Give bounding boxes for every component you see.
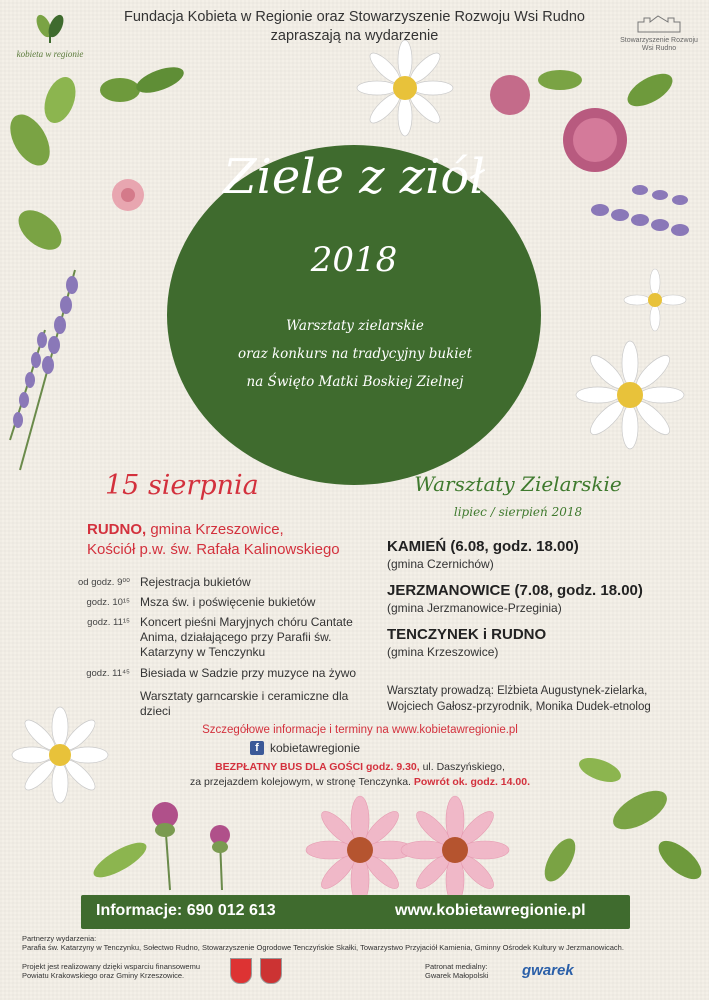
website-link[interactable]: www.kobietawregionie.pl — [395, 902, 586, 919]
leaves-top-left — [2, 62, 187, 258]
lavender-right — [591, 185, 689, 236]
daisy-right — [576, 341, 684, 449]
echinacea-bottom — [306, 796, 509, 904]
powiat-crest-icon — [230, 958, 252, 984]
schedule-desc: Msza św. i poświęcenie bukietów — [140, 595, 316, 609]
thistles-bottom — [89, 802, 230, 890]
bus-return: Powrót ok. godz. 14.00. — [410, 776, 530, 788]
bus-bold: BEZPŁATNY BUS DLA GOŚCI godz. 9.30, — [215, 761, 420, 773]
location-name: JERZMANOWICE (7.08, godz. 18.00) — [387, 582, 643, 599]
daisy-top — [357, 40, 453, 136]
location-name: KAMIEŃ (6.08, godz. 18.00) — [387, 538, 579, 555]
schedule-time: od godz. 9⁰⁰ — [78, 577, 130, 588]
subtitle-line1: Warsztaty zielarskie — [286, 318, 424, 334]
daisy-right-small — [624, 269, 686, 331]
header-line2: zapraszają na wydarzenie — [270, 28, 439, 44]
workshop-leaders — [387, 683, 697, 715]
schedule-desc: Rejestracja bukietów — [140, 575, 251, 589]
workshop-location — [387, 537, 697, 572]
facebook-icon: f — [250, 741, 264, 755]
workshops-title: Warsztaty Zielarskie — [414, 472, 622, 496]
bus-info — [140, 760, 580, 790]
lavender-left — [10, 270, 78, 470]
event-year: 2018 — [310, 240, 398, 280]
rudno-logo — [616, 12, 702, 53]
leaders-line2: Wojciech Gałosz-przyrodnik, Monika Dudek-etnolog — [387, 701, 651, 713]
event-date: 15 sierpnia — [105, 470, 259, 501]
subtitle-line2: oraz konkurs na tradycyjny bukiet — [237, 346, 473, 362]
workshops-list — [387, 537, 697, 669]
logo-right-caption1: Stowarzyszenie Rozwoju — [620, 37, 698, 44]
kobieta-logo — [14, 10, 86, 59]
workshops-subtitle: lipiec / sierpień 2018 — [453, 505, 583, 519]
partners — [22, 934, 702, 952]
header-invitation — [100, 8, 609, 46]
logo-right-caption2: Wsi Rudno — [641, 45, 677, 52]
bus-address: ul. Daszyńskiego, — [419, 761, 505, 773]
support-line2: Powiatu Krakowskiego oraz Gminy Krzeszowice. — [22, 971, 185, 980]
schedule-row — [55, 595, 375, 610]
schedule-time: godz. 11⁴⁵ — [86, 668, 130, 679]
partners-list: Parafia św. Katarzyny w Tenczynku, Sołectwo Rudno, Stowarzyszenie Ogrodowe Tenczyńskie Skałki, Towarzystwo Przyjaciół Kamienia, Gminny Ośrodek Kultury w Jerzmanowicach. — [22, 943, 624, 952]
patron-line2: Gwarek Małopolski — [425, 971, 489, 980]
workshop-location — [387, 581, 697, 616]
event-subtitle — [190, 312, 520, 396]
schedule-desc: Warsztaty garncarskie i ceramiczne dla dzieci — [140, 689, 349, 718]
support-note — [22, 962, 222, 980]
schedule-time — [55, 689, 140, 719]
location-name: TENCZYNEK i RUDNO — [387, 626, 547, 643]
crests — [230, 958, 282, 984]
event-title: Ziele z ziół — [223, 149, 485, 205]
support-line1: Projekt jest realizowany dzięki wsparciu finansowemu — [22, 962, 200, 971]
schedule-desc: Koncert pieśni Maryjnych chóru Cantate Anima, działającego przy Parafii św. Katarzyny w Tenczynku — [140, 615, 353, 659]
leaf-logo-icon — [30, 10, 70, 44]
schedule-row — [55, 689, 375, 719]
castle-logo-icon — [634, 12, 684, 34]
schedule-desc: Biesiada w Sadzie przy muzyce na żywo — [140, 666, 357, 680]
location-gmina: (gmina Krzeszowice) — [387, 645, 499, 659]
subtitle-line3: na Święto Matki Boskiej Zielnej — [246, 374, 464, 390]
facebook-name: kobietawregionie — [270, 741, 361, 755]
schedule — [55, 575, 375, 724]
details-link[interactable]: Szczegółowe informacje i terminy na www.kobietawregionie.pl — [202, 724, 518, 736]
place-town: RUDNO, — [87, 521, 147, 538]
gwarek-logo: gwarek — [522, 962, 574, 979]
phone-info: Informacje: 690 012 613 — [96, 902, 276, 919]
place-gmina: gmina Krzeszowice, — [146, 521, 284, 538]
location-gmina: (gmina Jerzmanowice-Przeginia) — [387, 601, 562, 615]
workshop-location — [387, 625, 697, 660]
leaders-line1: Warsztaty prowadzą: Elżbieta Augustynek-zielarka, — [387, 685, 648, 697]
gmina-crest-icon — [260, 958, 282, 984]
schedule-row — [55, 615, 375, 660]
place-church: Kościół p.w. św. Rafała Kalinowskiego — [87, 541, 340, 558]
media-patron — [425, 962, 515, 980]
partners-label: Partnerzy wydarzenia: — [22, 934, 97, 943]
facebook-link[interactable] — [250, 741, 470, 755]
bus-line2: za przejazdem kolejowym, w stronę Tenczynka. — [189, 776, 411, 788]
location-gmina: (gmina Czernichów) — [387, 557, 494, 571]
header-line1: Fundacja Kobieta w Regionie oraz Stowarzyszenie Rozwoju Wsi Rudno — [123, 9, 585, 25]
schedule-time: godz. 11¹⁵ — [87, 617, 130, 628]
schedule-row — [55, 666, 375, 681]
event-place — [87, 520, 377, 560]
patron-line1: Patronat medialny: — [425, 962, 488, 971]
logo-caption: kobieta w regionie — [16, 49, 84, 59]
schedule-time: godz. 10¹⁵ — [86, 597, 130, 608]
schedule-row — [55, 575, 375, 590]
